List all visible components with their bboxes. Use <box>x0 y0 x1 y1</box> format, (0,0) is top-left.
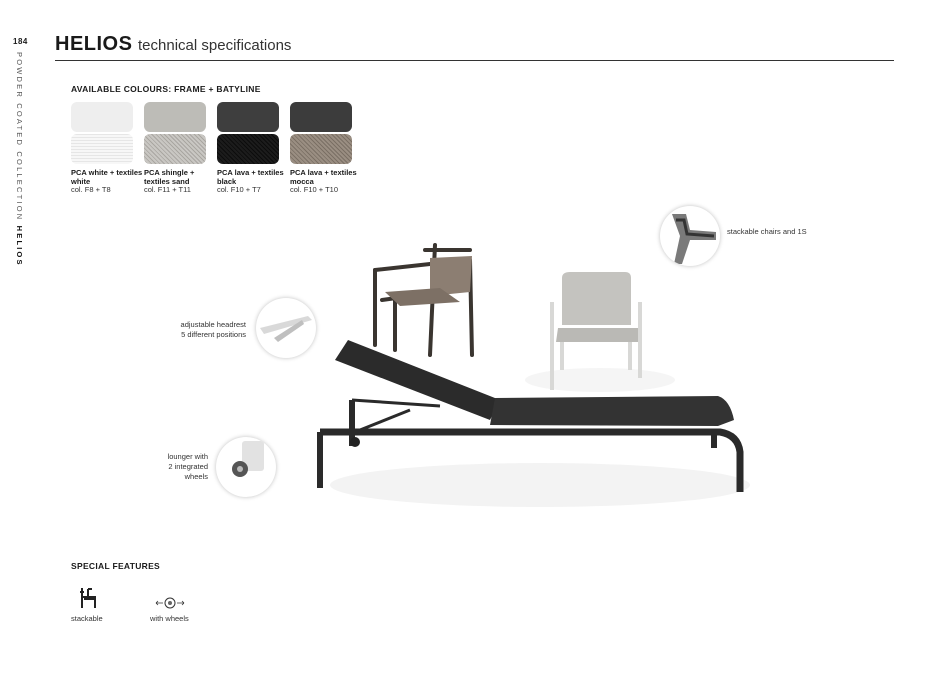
title-rule <box>55 60 894 61</box>
swatch-frame-lava <box>217 102 279 132</box>
brand-title: HELIOS <box>55 33 133 55</box>
colour-name: PCA lava + textiles mocca <box>290 168 357 186</box>
swatch-frame-white <box>71 102 133 132</box>
swatch-textile-mocca <box>290 134 352 164</box>
side-product-name: HELIOS <box>15 225 24 267</box>
headrest-detail-circle <box>256 298 316 358</box>
headrest-callout-line-2: 5 different positions <box>181 330 246 339</box>
colour-name: PCA white + textiles white <box>71 168 143 186</box>
stacking-detail-icon <box>660 206 720 266</box>
colour-label-lava-mocca <box>290 169 365 195</box>
stackable-detail-circle <box>660 206 720 266</box>
wheel-icon <box>155 596 185 610</box>
colour-code: col. F10 + T10 <box>290 185 339 194</box>
wheels-callout-line-2: 2 integrated <box>168 462 208 471</box>
page-number: 184 <box>13 37 28 46</box>
colour-label-shingle <box>144 169 219 195</box>
feature-stackable-label: stackable <box>71 614 103 623</box>
feature-wheels-label: with wheels <box>150 614 189 623</box>
title-subtitle: technical specifications <box>138 37 292 54</box>
colour-code: col. F10 + T7 <box>217 185 261 194</box>
stackable-chair-icon <box>78 586 100 610</box>
special-features-heading: SPECIAL FEATURES <box>71 561 161 571</box>
stackable-callout: stackable chairs and 1S <box>727 227 807 236</box>
swatch-textile-sand <box>144 134 206 164</box>
colour-code: col. F11 + T11 <box>144 185 191 194</box>
product-illustration <box>300 230 760 520</box>
colour-label-lava-black <box>217 169 292 195</box>
wheel-detail-icon <box>216 437 276 497</box>
colour-name: PCA shingle + textiles sand <box>144 168 195 186</box>
wheels-callout-line-1: lounger with <box>167 452 208 461</box>
wheels-detail-circle <box>216 437 276 497</box>
colour-label-white <box>71 169 146 195</box>
wheels-callout-line-3: wheels <box>184 472 208 481</box>
swatch-frame-lava-2 <box>290 102 352 132</box>
swatch-textile-white <box>71 134 133 164</box>
colour-code: col. F8 + T8 <box>71 185 111 194</box>
side-collection-label <box>15 52 24 267</box>
colour-name: PCA lava + textiles black <box>217 168 284 186</box>
swatch-textile-black <box>217 134 279 164</box>
wheels-callout <box>110 452 208 482</box>
collection-name: POWDER COATED COLLECTION <box>15 52 24 222</box>
page-title <box>55 33 291 56</box>
headrest-callout <box>150 320 246 340</box>
swatch-frame-shingle <box>144 102 206 132</box>
headrest-callout-line-1: adjustable headrest <box>180 320 246 329</box>
headrest-detail-icon <box>256 298 316 358</box>
colours-heading: AVAILABLE COLOURS: FRAME + BATYLINE <box>71 84 261 94</box>
